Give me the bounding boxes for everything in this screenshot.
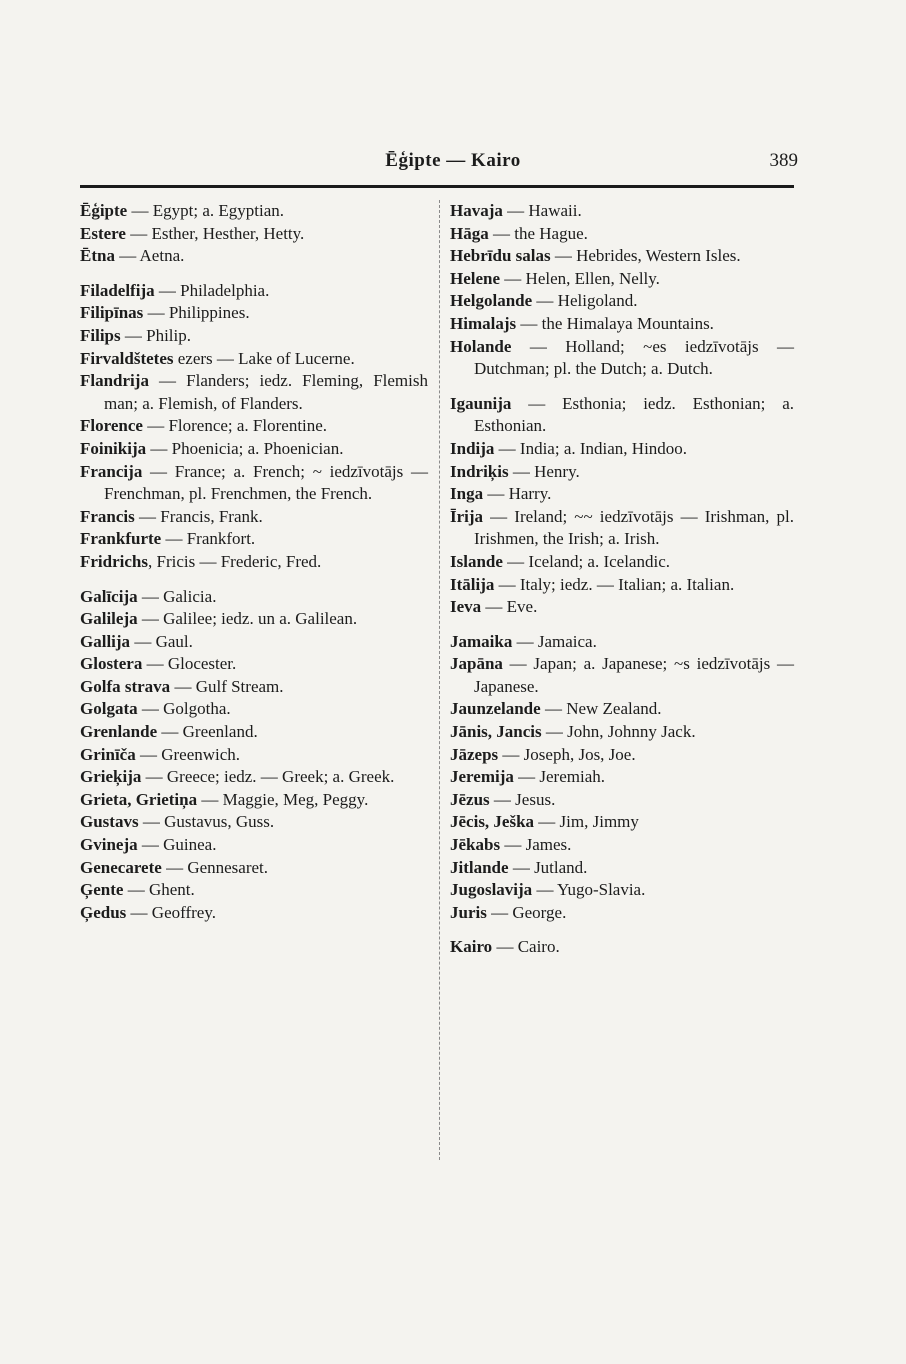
- entry-headword: Grieta, Grietiņa: [80, 789, 198, 809]
- dictionary-entry: [450, 393, 794, 438]
- entry-definition: — Philadelphia.: [154, 280, 270, 300]
- entry-headword: Grenlande: [80, 722, 158, 742]
- dictionary-entry: [450, 574, 794, 597]
- dictionary-entry: [450, 834, 794, 857]
- dictionary-entry: [450, 200, 794, 223]
- entry-headword: Glostera: [80, 654, 143, 674]
- dictionary-entry: [450, 789, 794, 812]
- dictionary-entry: [80, 280, 428, 303]
- entry-definition: — Aetna.: [114, 246, 185, 266]
- entry-headword: Ieva: [450, 597, 482, 617]
- dictionary-entry: [450, 631, 794, 654]
- entry-headword: Grinīča: [80, 744, 136, 764]
- entry-definition: — Galicia.: [137, 586, 217, 606]
- entry-headword: Filadelfija: [80, 280, 155, 300]
- entry-headword: Filipīnas: [80, 303, 144, 323]
- entry-headword: Hebrīdu salas: [450, 246, 551, 266]
- entry-headword: Fridrichs: [80, 551, 148, 571]
- entry-definition: — Esthonia; iedz. Esthonian; a. Esthonian.: [474, 393, 794, 436]
- dictionary-entry: [80, 653, 428, 676]
- entry-headword: Jēkabs: [450, 835, 501, 855]
- entry-definition: — Philippines.: [143, 303, 250, 323]
- left-column: [80, 200, 428, 924]
- entry-headword: Firvaldštetes: [80, 348, 174, 368]
- dictionary-entry: [450, 483, 794, 506]
- entry-definition: — Golgotha.: [137, 699, 231, 719]
- entry-definition: — Greenwich.: [135, 744, 241, 764]
- entry-definition: — Gulf Stream.: [170, 676, 284, 696]
- entry-definition: — Francis, Frank.: [134, 506, 263, 526]
- entry-headword: Ģedus: [80, 902, 127, 922]
- entry-definition: — New Zealand.: [540, 699, 662, 719]
- entry-definition: — Cairo.: [492, 937, 560, 957]
- entry-headword: Filips: [80, 325, 121, 345]
- dictionary-entry: [80, 631, 428, 654]
- entry-headword: Francija: [80, 461, 143, 481]
- entry-headword: Jēzus: [450, 789, 490, 809]
- entry-definition: — Galilee; iedz. un a. Galilean.: [137, 609, 358, 629]
- entry-headword: Genecarete: [80, 857, 162, 877]
- dictionary-entry: [80, 348, 428, 371]
- dictionary-entry: [80, 551, 428, 574]
- entry-definition: — George.: [486, 902, 567, 922]
- entry-headword: Juris: [450, 902, 487, 922]
- entry-definition: — Esther, Hesther, Hetty.: [125, 223, 305, 243]
- entry-definition: — Holland; ~es iedzīvotājs — Dutchman; pl. the Dutch; a. Dutch.: [474, 336, 794, 379]
- entry-definition: — the Hague.: [488, 223, 588, 243]
- entry-headword: Jugoslavija: [450, 880, 533, 900]
- dictionary-entry: [80, 506, 428, 529]
- dictionary-entry: [450, 461, 794, 484]
- dictionary-entry: [450, 811, 794, 834]
- entry-definition: — Yugo-Slavia.: [532, 880, 646, 900]
- dictionary-entry: [80, 902, 428, 925]
- dictionary-entry: [80, 245, 428, 268]
- entry-definition: — Phoenicia; a. Phoenician.: [146, 438, 344, 458]
- entry-definition: — Hawaii.: [502, 201, 582, 220]
- dictionary-entry: [450, 902, 794, 925]
- header-rule: [80, 185, 794, 188]
- dictionary-entry: [450, 879, 794, 902]
- entry-headword: Jāzeps: [450, 744, 499, 764]
- entry-headword: Itālija: [450, 574, 495, 594]
- dictionary-entry: [80, 879, 428, 902]
- dictionary-entry: [450, 268, 794, 291]
- entry-headword: Holande: [450, 336, 512, 356]
- entry-definition: — Helen, Ellen, Nelly.: [500, 268, 660, 288]
- dictionary-entry: [80, 586, 428, 609]
- entry-definition: — France; a. French; ~ iedzīvotājs — Frenchman, pl. Frenchmen, the French.: [104, 461, 428, 504]
- dictionary-entry: [80, 766, 428, 789]
- entry-headword: Himalajs: [450, 313, 517, 333]
- entry-definition: — Iceland; a. Icelandic.: [502, 551, 670, 571]
- entry-headword: Galīcija: [80, 586, 138, 606]
- dictionary-entry: [80, 789, 428, 812]
- entry-definition: — Joseph, Jos, Joe.: [498, 744, 636, 764]
- dictionary-entry: [450, 721, 794, 744]
- entry-definition: — Gustavus, Guss.: [138, 812, 275, 832]
- entry-definition: — Florence; a. Florentine.: [142, 416, 328, 436]
- entry-definition: — Geoffrey.: [126, 902, 216, 922]
- entry-headword: Jānis, Jancis: [450, 722, 542, 742]
- dictionary-entry: [80, 200, 428, 223]
- entry-definition: — Philip.: [120, 325, 191, 345]
- dictionary-entry: [450, 336, 794, 381]
- dictionary-entry: [450, 857, 794, 880]
- entry-definition: — Greece; iedz. — Greek; a. Greek.: [141, 767, 395, 787]
- entry-definition: — Heligoland.: [532, 291, 638, 311]
- entry-headword: Islande: [450, 551, 503, 571]
- dictionary-entry: [80, 370, 428, 415]
- entry-definition: , Fricis — Frederic, Fred.: [148, 551, 322, 571]
- entry-definition: — Jeremiah.: [513, 767, 605, 787]
- entry-headword: Francis: [80, 506, 135, 526]
- entry-headword: Ģente: [80, 880, 124, 900]
- entry-headword: Jitlande: [450, 857, 509, 877]
- entry-definition: — Jutland.: [508, 857, 588, 877]
- entry-definition: — Jesus.: [489, 789, 556, 809]
- dictionary-entry: [450, 506, 794, 551]
- entry-headword: Kairo: [450, 937, 493, 957]
- dictionary-entry: [80, 223, 428, 246]
- entry-headword: Estere: [80, 223, 126, 243]
- entry-definition: — India; a. Indian, Hindoo.: [494, 438, 688, 458]
- dictionary-entry: [80, 438, 428, 461]
- entry-headword: Ēģipte: [80, 201, 128, 220]
- entry-definition: ezers — Lake of Lucerne.: [173, 348, 355, 368]
- entry-headword: Japāna: [450, 654, 503, 674]
- entry-headword: Jaunzelande: [450, 699, 541, 719]
- dictionary-entry: [80, 461, 428, 506]
- entry-definition: — Glocester.: [142, 654, 237, 674]
- dictionary-entry: [450, 744, 794, 767]
- dictionary-entry: [80, 857, 428, 880]
- entry-definition: — Ghent.: [123, 880, 195, 900]
- entry-headword: Grieķija: [80, 767, 142, 787]
- dictionary-entry: [450, 596, 794, 619]
- dictionary-entry: [450, 936, 794, 959]
- dictionary-entry: [80, 415, 428, 438]
- right-column: [450, 200, 794, 959]
- dictionary-entry: [80, 811, 428, 834]
- entry-headword: Helgolande: [450, 291, 533, 311]
- dictionary-entry: [80, 325, 428, 348]
- running-head: [0, 150, 906, 180]
- entry-definition: — Eve.: [481, 597, 538, 617]
- entry-definition: — Hebrides, Western Isles.: [550, 246, 741, 266]
- entry-headword: Jēcis, Ješka: [450, 812, 535, 832]
- entry-definition: — John, Johnny Jack.: [541, 722, 696, 742]
- dictionary-entry: [450, 766, 794, 789]
- entry-headword: Hāga: [450, 223, 489, 243]
- entry-definition: — Jim, Jimmy: [534, 812, 639, 832]
- entry-headword: Gvineja: [80, 835, 138, 855]
- dictionary-entry: [450, 551, 794, 574]
- entry-definition: — Henry.: [508, 461, 580, 481]
- dictionary-entry: [450, 313, 794, 336]
- entry-headword: Frankfurte: [80, 529, 162, 549]
- entry-headword: Gustavs: [80, 812, 139, 832]
- dictionary-entry: [450, 653, 794, 698]
- dictionary-entry: [80, 744, 428, 767]
- entry-headword: Florence: [80, 416, 143, 436]
- entry-definition: — Flanders; iedz. Fleming, Flemish man; a. Flemish, of Flanders.: [104, 371, 428, 413]
- entry-definition: — Jamaica.: [512, 631, 597, 651]
- entry-headword: Flandrija: [80, 371, 149, 391]
- entry-headword: Īrija: [450, 506, 484, 526]
- entry-headword: Igaunija: [450, 393, 512, 413]
- entry-headword: Jamaika: [450, 631, 513, 651]
- dictionary-entry: [80, 528, 428, 551]
- entry-definition: — the Himalaya Mountains.: [516, 313, 714, 333]
- entry-definition: — Gaul.: [130, 631, 193, 651]
- entry-definition: — Japan; a. Japanese; ~s iedzīvotājs — Japanese.: [474, 654, 794, 696]
- dictionary-entry: [80, 608, 428, 631]
- entry-definition: — Greenland.: [157, 722, 258, 742]
- dictionary-entry: [80, 721, 428, 744]
- entry-headword: Jeremija: [450, 767, 514, 787]
- entry-headword: Golfa strava: [80, 676, 171, 696]
- entry-headword: Inga: [450, 484, 484, 504]
- entry-headword: Helene: [450, 268, 501, 288]
- entry-definition: — Egypt; a. Egyptian.: [127, 201, 284, 220]
- dictionary-entry: [80, 302, 428, 325]
- dictionary-entry: [80, 698, 428, 721]
- entry-definition: — Ireland; ~~ iedzīvotājs — Irishman, pl. Irishmen, the Irish; a. Irish.: [474, 506, 794, 549]
- entry-definition: — Guinea.: [137, 835, 217, 855]
- entry-headword: Indija: [450, 438, 495, 458]
- entry-headword: Foinikija: [80, 438, 147, 458]
- entry-headword: Indriķis: [450, 461, 509, 481]
- entry-headword: Havaja: [450, 201, 503, 220]
- page-number: 389: [769, 150, 798, 171]
- entry-definition: — Harry.: [483, 484, 552, 504]
- dictionary-entry: [80, 676, 428, 699]
- column-separator: [439, 200, 440, 1160]
- entry-headword: Golgata: [80, 699, 138, 719]
- entry-definition: — James.: [500, 835, 572, 855]
- dictionary-entry: [450, 438, 794, 461]
- dictionary-entry: [80, 834, 428, 857]
- dictionary-entry: [450, 698, 794, 721]
- dictionary-entry: [450, 223, 794, 246]
- running-title: Ēģipte — Kairo: [385, 150, 521, 171]
- entry-definition: — Frankfort.: [161, 529, 256, 549]
- dictionary-entry: [450, 290, 794, 313]
- entry-definition: — Italy; iedz. — Italian; a. Italian.: [494, 574, 735, 594]
- entry-headword: Gallija: [80, 631, 131, 651]
- entry-definition: — Gennesaret.: [161, 857, 269, 877]
- entry-definition: — Maggie, Meg, Peggy.: [197, 789, 369, 809]
- entry-headword: Ētna: [80, 246, 115, 266]
- dictionary-entry: [450, 245, 794, 268]
- entry-headword: Galileja: [80, 609, 138, 629]
